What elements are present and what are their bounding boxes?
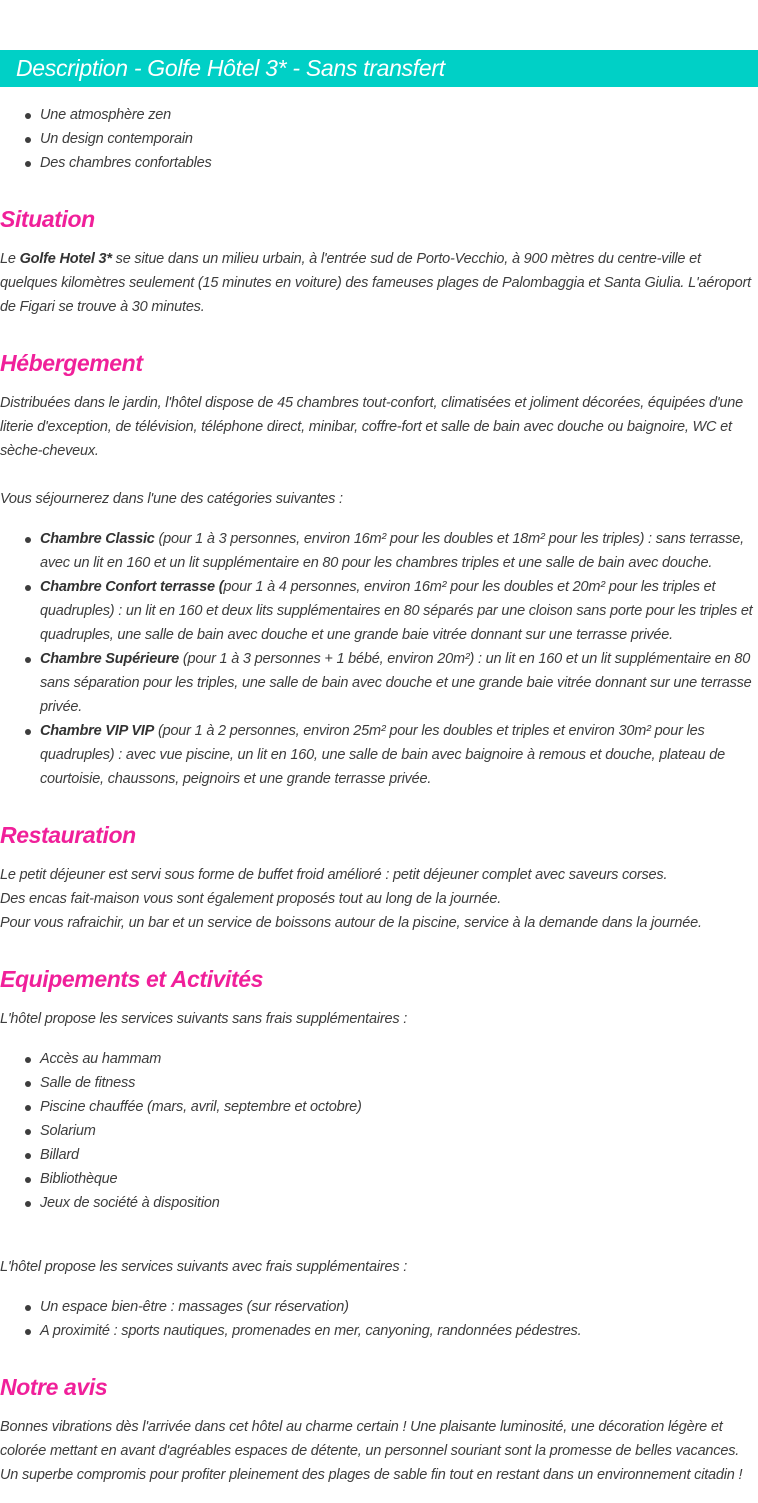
hotel-name: Golfe Hotel 3* [19, 251, 112, 267]
description-banner [0, 50, 758, 87]
situation-intro: Le [0, 251, 20, 267]
restauration-heading: Restauration [0, 822, 136, 848]
list-item: Bibliothèque [0, 1167, 758, 1191]
hebergement-body [0, 391, 758, 463]
paid-intro-block [0, 1255, 758, 1279]
situation-text: se situe dans un milieu urbain, à l'entrée sud de Porto-Vecchio, à 900 mètres du centre-ville et quelques kilomètres seulement (15 minutes en voiture) des fameuses plages de Palombaggia et Santa Giulia. L'aéroport de Figari se trouve à 30 minutes. [0, 251, 751, 315]
situation-body [0, 247, 758, 319]
list-item: Solarium [0, 1119, 758, 1143]
list-item: A proximité : sports nautiques, promenades en mer, canyoning, randonnées pédestres. [0, 1319, 758, 1343]
categories-intro: Vous séjournerez dans l'une des catégories suivantes : [0, 491, 343, 507]
room-name: Chambre Confort terrasse ( [40, 579, 224, 595]
list-item: Salle de fitness [0, 1071, 758, 1095]
list-item: Billard [0, 1143, 758, 1167]
hebergement-paragraph: Distribuées dans le jardin, l'hôtel dispose de 45 chambres tout-confort, climatisées et joliment décorées, équipées d'une literie d'exception, de télévision, téléphone direct, minibar, coffre-fort et salle de bain avec douche ou baignoire, WC et sèche-cheveux. [0, 395, 744, 459]
list-item: Un design contemporain [0, 127, 758, 151]
list-item: Des chambres confortables [0, 151, 758, 175]
restauration-line: Des encas fait-maison vous sont également proposés tout au long de la journée. [0, 891, 502, 907]
room-item-superieure [0, 647, 758, 719]
avis-paragraph: Bonnes vibrations dès l'arrivée dans cet hôtel au charme certain ! Une plaisante luminosité, une décoration légère et colorée mettant en avant d'agréables espaces de détente, un personnel souriant sont la promesse de belles vacances. Un superbe compromis pour profiter pleinement des plages de sable fin tout en restant dans un environnement citadin ! [0, 1419, 743, 1483]
avis-body [0, 1415, 758, 1487]
room-name: Chambre Classic [40, 531, 155, 547]
restauration-body [0, 863, 758, 935]
highlights-list [0, 103, 758, 175]
room-item-vip [0, 719, 758, 791]
situation-heading: Situation [0, 206, 95, 232]
paid-services-list [0, 1295, 758, 1343]
equipements-heading: Equipements et Activités [0, 966, 264, 992]
room-desc: (pour 1 à 2 personnes, environ 25m² pour les doubles et triples et environ 30m² pour les quadruples) : avec vue piscine, un lit en 160, une salle de bain avec baignoire à remous et douche, plateau de courtoisie, chaussons, peignoirs et une grande terrasse privée. [40, 723, 725, 787]
room-item-confort [0, 575, 758, 647]
list-item: Une atmosphère zen [0, 103, 758, 127]
highlights-section [0, 103, 758, 175]
list-item: Un espace bien-être : massages (sur réservation) [0, 1295, 758, 1319]
avis-section [0, 1372, 758, 1402]
free-services-intro: L'hôtel propose les services suivants sans frais supplémentaires : [0, 1011, 408, 1027]
list-item: Accès au hammam [0, 1047, 758, 1071]
room-name: Chambre Supérieure [40, 651, 180, 667]
paid-services-block [0, 1295, 758, 1343]
list-item: Jeux de société à disposition [0, 1191, 758, 1215]
avis-heading: Notre avis [0, 1374, 108, 1400]
list-item: Piscine chauffée (mars, avril, septembre et octobre) [0, 1095, 758, 1119]
room-desc: (pour 1 à 3 personnes + 1 bébé, environ 20m²) : un lit en 160 et un lit supplémentaire en 80 sans séparation pour les triples, une salle de bain avec douche et une grande baie vitrée donnant sur une terrasse privée. [40, 651, 752, 715]
room-item-classic [0, 527, 758, 575]
hebergement-heading: Hébergement [0, 350, 143, 376]
free-intro-block [0, 1007, 758, 1031]
room-name: Chambre VIP VIP [40, 723, 155, 739]
restauration-line: Le petit déjeuner est servi sous forme de buffet froid amélioré : petit déjeuner complet avec saveurs corses. [0, 867, 668, 883]
room-desc: (pour 1 à 3 personnes, environ 16m² pour les doubles et 18m² pour les triples) : sans terrasse, avec un lit en 160 et un lit supplémentaire en 80 pour les chambres triples et une salle de bain avec douche. [40, 531, 744, 571]
rooms-block [0, 527, 758, 791]
hebergement-section [0, 348, 758, 378]
room-desc: pour 1 à 4 personnes, environ 16m² pour les doubles et 20m² pour les triples et quadruples) : un lit en 160 et deux lits supplémentaires en 80 séparés par une cloison sans porte pour les triples et quadruples, une salle de bain avec douche et une grande baie vitrée donnant sur une terrasse privée. [40, 579, 753, 643]
banner-title: Description - Golfe Hôtel 3* - Sans transfert [16, 55, 445, 81]
rooms-list [0, 527, 758, 791]
free-services-block [0, 1047, 758, 1215]
situation-paragraph [0, 247, 758, 319]
free-services-list [0, 1047, 758, 1215]
paid-services-intro: L'hôtel propose les services suivants avec frais supplémentaires : [0, 1259, 408, 1275]
equipements-section [0, 964, 758, 994]
restauration-section [0, 820, 758, 850]
situation-section [0, 204, 758, 234]
categories-intro-block [0, 487, 758, 511]
restauration-line: Pour vous rafraichir, un bar et un service de boissons autour de la piscine, service à la demande dans la journée. [0, 915, 702, 931]
